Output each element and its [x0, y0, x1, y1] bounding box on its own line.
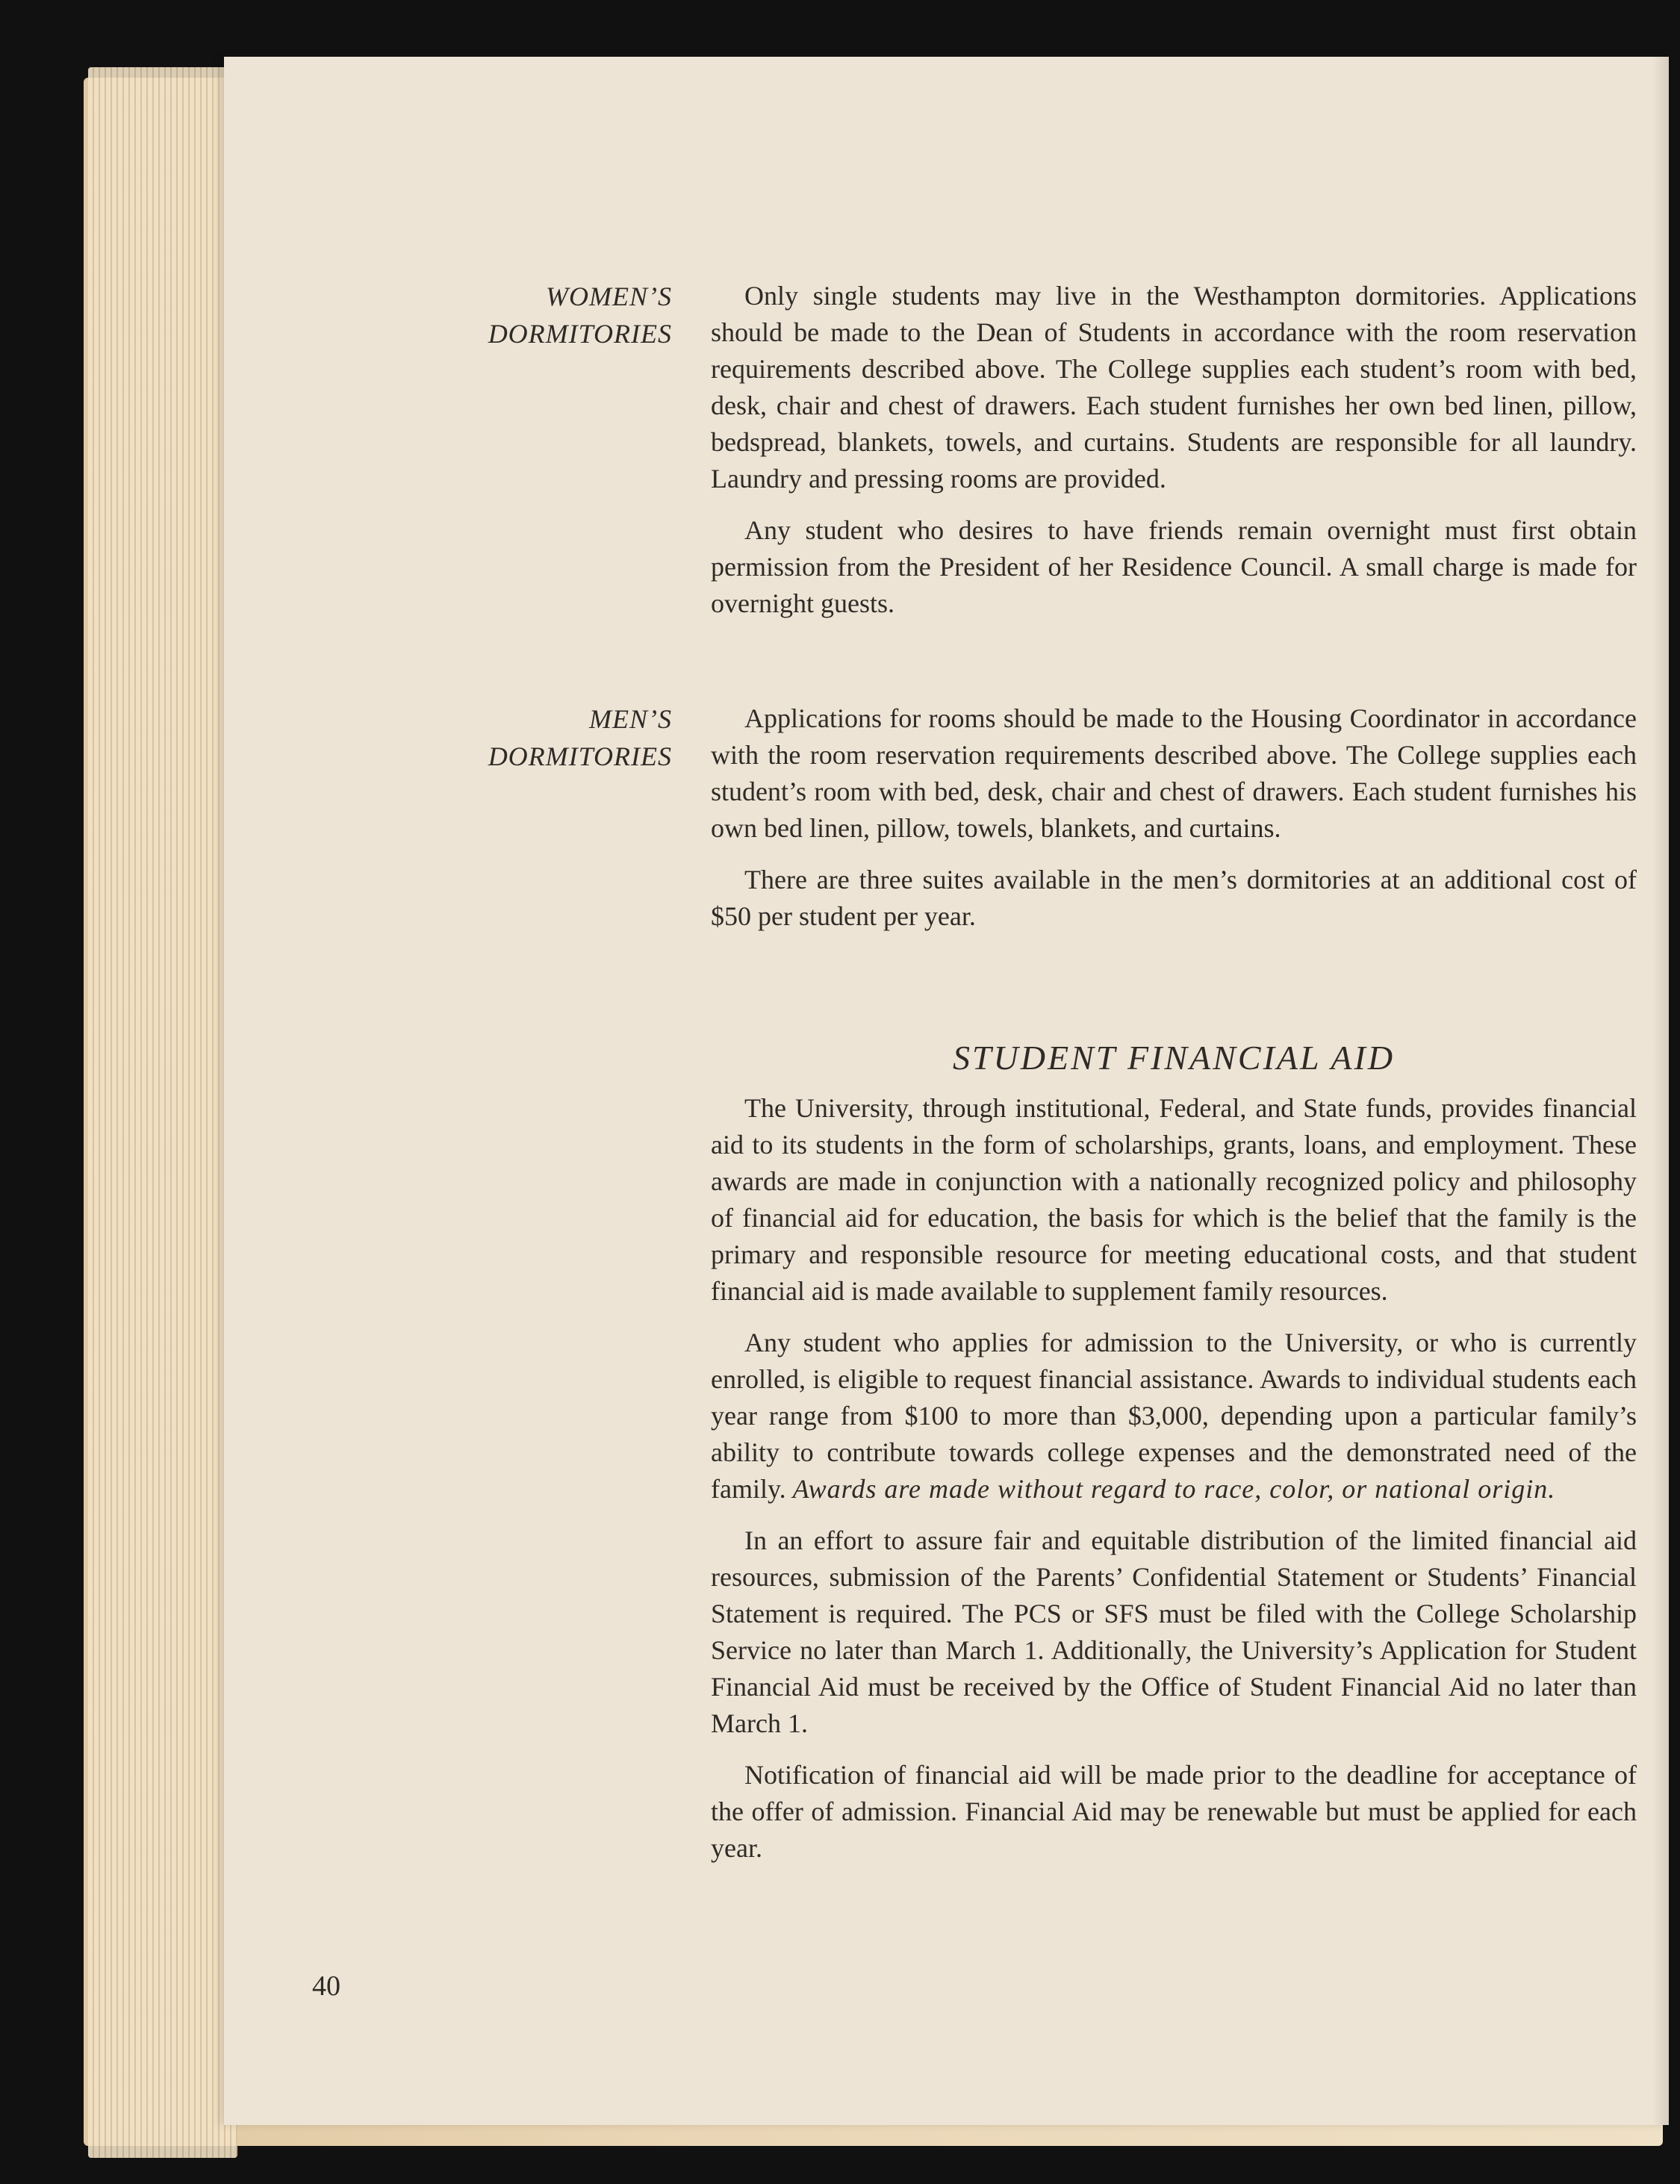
- financial-aid-paragraph-2: [711, 1325, 1637, 1508]
- page-stack-edges: [88, 67, 237, 2158]
- financial-aid-paragraph-3: In an effort to assure fair and equitable distribution of the limited financial aid resources, submission of the Parents’ Confidential Statement or Students’ Financial Statement is required. The PCS or SFS must be filed with the College Scholarship Service no later than March 1. Additionally, the University’s Application for Student Financial Aid must be received by the Office of Student Financial Aid no later than March 1.: [711, 1525, 1637, 1738]
- mens-dormitories-heading: [224, 700, 672, 775]
- mens-paragraph-1: Applications for rooms should be made to the Housing Coordinator in accordance with the room reservation requirements described above. The College supplies each student’s room with bed, desk, chair and chest of drawers. Each student furnishes his own bed linen, pillow, towels, blankets, and curtains.: [711, 703, 1637, 843]
- financial-aid-paragraph-2-text: Any student who applies for admission to the University, or who is currently enrolled, is eligible to request financial assistance. Awards to individual students each year range from $100 to more than $3,000, depending upon a particular family’s ability to contribute towards college expenses and the demonstrated need of the family.: [711, 1328, 1637, 1504]
- financial-aid-paragraph-4: Notification of financial aid will be made prior to the deadline for acceptance of the offer of admission. Financial Aid may be renewable but must be applied for each year.: [711, 1760, 1637, 1863]
- page-gutter-shadow: [1652, 57, 1669, 2125]
- financial-aid-section: [711, 1090, 1637, 1882]
- womens-heading-line2: DORMITORIES: [488, 319, 672, 349]
- mens-paragraph-2: There are three suites available in the men’s dormitories at an additional cost of $50 per student per year.: [711, 865, 1637, 931]
- mens-heading-line1: MEN’S: [589, 704, 672, 734]
- womens-heading-line1: WOMEN’S: [546, 281, 672, 311]
- book-page: [224, 57, 1669, 2125]
- financial-aid-paragraph-1: The University, through institutional, Federal, and State funds, provides financial aid to its students in the form of scholarships, grants, loans, and employment. These awards are made in conjunction with a nationally recognized policy and philosophy of financial aid for education, the basis for which is the belief that the family is the primary and responsible resource for meeting educational costs, and that student financial aid is made available to supplement family resources.: [711, 1093, 1637, 1306]
- nondiscrimination-statement: Awards are made without regard to race, color, or national origin.: [792, 1474, 1556, 1504]
- womens-dormitories-heading: [224, 278, 672, 352]
- page-number: 40: [312, 1970, 340, 2002]
- womens-paragraph-2: Any student who desires to have friends remain overnight must first obtain permission from the President of her Residence Council. A small charge is made for overnight guests.: [711, 515, 1637, 618]
- womens-paragraph-1: Only single students may live in the Westhampton dormitories. Applications should be made to the Dean of Students in accordance with the room reservation requirements described above. The College supplies each student’s room with bed, desk, chair and chest of drawers. Each student furnishes her own bed linen, pillow, bedspread, blankets, towels, and curtains. Students are responsible for all laundry. Laundry and pressing rooms are provided.: [711, 281, 1637, 494]
- womens-dormitories-section: [711, 278, 1637, 637]
- mens-dormitories-section: [711, 700, 1637, 950]
- mens-heading-line2: DORMITORIES: [488, 741, 672, 771]
- financial-aid-title: STUDENT FINANCIAL AID: [952, 1039, 1396, 1077]
